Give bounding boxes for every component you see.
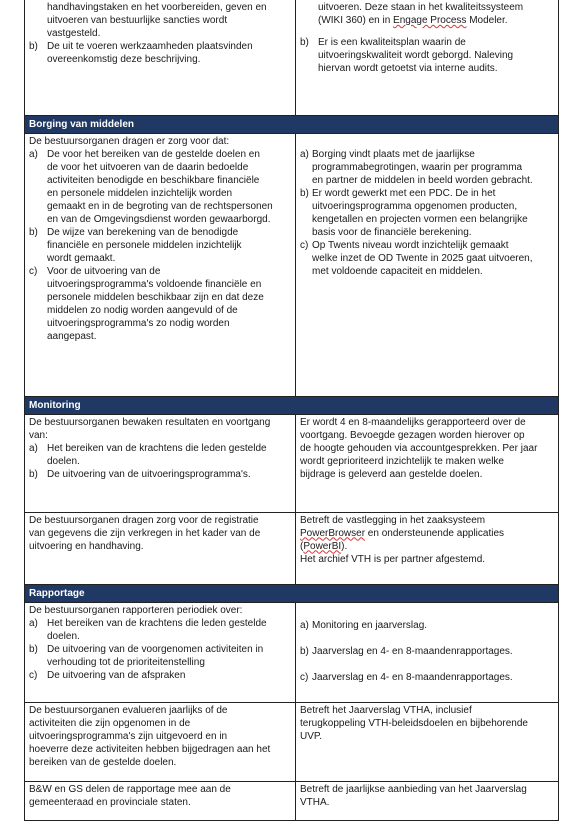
list-item: b) Er is een kwaliteitsplan waarin de uitvoeringskwaliteit wordt geborgd. Naleving hiervan wordt getoetst via interne audits. — [300, 37, 514, 74]
table-cell: B&W en GS delen de rapportage mee aan de gemeenteraad en provinciale staten. — [25, 781, 296, 820]
table-row — [25, 702, 559, 781]
document-table — [24, 0, 559, 821]
table-cell: De bestuursorganen rapporteren periodiek over: a) Het bereiken van de krachtens die leden gestelde doelen. b) De uitvoering van de voorgenomen activiteiten in verhouding tot de prioriteitenstelling c) De uitvoering van de afspraken — [25, 602, 296, 702]
table-cell: Betreft het Jaarverslag VTHA, inclusief terugkoppeling VTH-beleidsdoelen en bijbehorende UVP. — [296, 702, 559, 781]
list-item: b) De uit te voeren werkzaamheden plaatsvinden overeenkomstig deze beschrijving. — [29, 41, 253, 65]
table-row — [25, 0, 559, 115]
table-cell — [296, 0, 559, 115]
list-item: a) Monitoring en jaarverslag. — [300, 619, 428, 631]
table-row — [25, 602, 559, 702]
table-row — [25, 414, 559, 512]
list-item: b) De uitvoering van de uitvoeringsprogramma's. — [29, 468, 251, 480]
table-cell: De bestuursorganen bewaken resultaten en voortgang van: a) Het bereiken van de krachtens die leden gestelde doelen. b) De uitvoering van de uitvoeringsprogramma's. — [25, 414, 296, 512]
section-header-row — [25, 396, 559, 414]
continued-text: handhavingstaken en het voorbereiden, geven en uitvoeren van bestuurlijke sancties wordt vastgesteld. — [47, 2, 267, 39]
table-row — [25, 781, 559, 820]
section-title: Borging van middelen — [25, 115, 559, 133]
list-item: b) Er wordt gewerkt met een PDC. De in het uitvoeringsprogramma opgenomen producten, kengetallen en projecten vormen een belangrijke basis voor de financiële berekening. — [300, 187, 528, 238]
continued-text: uitvoeren. Deze staan in het kwaliteitssysteem (WIKI 360) en in Engage Process Modeler. — [318, 2, 524, 26]
table-cell — [296, 602, 559, 702]
table-cell — [25, 0, 296, 115]
table-cell: Betreft de jaarlijkse aanbieding van het Jaarverslag VTHA. — [296, 781, 559, 820]
table-row — [25, 133, 559, 396]
table-cell: Betreft de vastlegging in het zaaksysteem PowerBrowser en ondersteunende applicaties (PowerBI). Het archief VTH is per partner afgestemd. — [296, 512, 559, 584]
table-cell: Er wordt 4 en 8-maandelijks gerapporteerd over de voortgang. Bevoegde gezagen worden hierover op de hoogte gehouden via accountgesprekken. Per jaar wordt geprioriteerd inzichtelijk te maken welke bijdrage is geleverd aan gestelde doelen. — [296, 414, 559, 512]
section-header-row — [25, 584, 559, 602]
list-item: c) Op Twents niveau wordt inzichtelijk gemaakt welke inzet de OD Twente in 2025 gaat uitvoeren, met voldoende capaciteit en middelen. — [300, 239, 533, 277]
list-item: b) De wijze van berekening van de benodigde financiële en personele middelen inzichtelijk wordt gemaakt. — [29, 226, 242, 264]
section-title: Monitoring — [25, 396, 559, 414]
table-cell: De bestuursorganen evalueren jaarlijks of de activiteiten die zijn opgenomen in de uitvoeringsprogramma's zijn uitgevoerd en in hoeverre deze activiteiten hebben bijgedragen aan het bereiken van de gestelde doelen. — [25, 702, 296, 781]
section-header-row — [25, 115, 559, 133]
list-item: a) Borging vindt plaats met de jaarlijkse programmabegrotingen, waarin per programma en partner de middelen in beeld worden gebracht. — [300, 148, 533, 186]
table-cell: De bestuursorganen dragen zorg voor de registratie van gegevens die zijn verkregen in het kader van de uitvoering en handhaving. — [25, 512, 296, 584]
list-item: a) De voor het bereiken van de gestelde doelen en de voor het uitvoeren van de daarin bedoelde activiteiten benodigde en beschikbare financiële en personele middelen inzichtelijk worden gemaakt en in de begroting van de rechtspersonen en van de Omgevingsdienst worden gewaarborgd. — [29, 148, 273, 225]
list-item: c) De uitvoering van de afspraken — [29, 669, 186, 681]
list-item: a) Het bereiken van de krachtens die leden gestelde doelen. — [29, 617, 267, 642]
list-item: a) Het bereiken van de krachtens die leden gestelde doelen. — [29, 442, 267, 467]
table-cell: De bestuursorganen dragen er zorg voor dat: a) De voor het bereiken van de gestelde doelen en de voor het uitvoeren van de daarin bedoelde activiteiten benodigde en beschikbare financiële en personele middelen inzichtelijk worden gemaakt en in de begroting van de rechtspersonen en van de Omgevingsdienst worden gewaarborgd. b) De wijze van berekening van de benodigde financiële en personele middelen inzichtelijk wordt gemaakt. c) Voor de uitvoering van de uitvoeringsprogramma's voldoende financiële en personele middelen beschikbaar zijn en dat deze middelen zo nodig worden aangevuld of de uitvoeringsprogramma's zo nodig worden aangepast. — [25, 133, 296, 396]
table-cell — [296, 133, 559, 396]
list-item: b) De uitvoering van de voorgenomen activiteiten in verhouding tot de prioriteitenstelling — [29, 643, 264, 668]
section-title: Rapportage — [25, 584, 559, 602]
list-item: c) Jaarverslag en 4- en 8-maandenrapportages. — [300, 671, 513, 683]
table-row — [25, 512, 559, 584]
list-item: b) Jaarverslag en 4- en 8-maandenrapportages. — [300, 645, 513, 657]
list-item: c) Voor de uitvoering van de uitvoeringsprogramma's voldoende financiële en personele middelen beschikbaar zijn en dat deze middelen zo nodig worden aangevuld of de uitvoeringsprogramma's zo nodig worden aangepast. — [29, 265, 264, 342]
